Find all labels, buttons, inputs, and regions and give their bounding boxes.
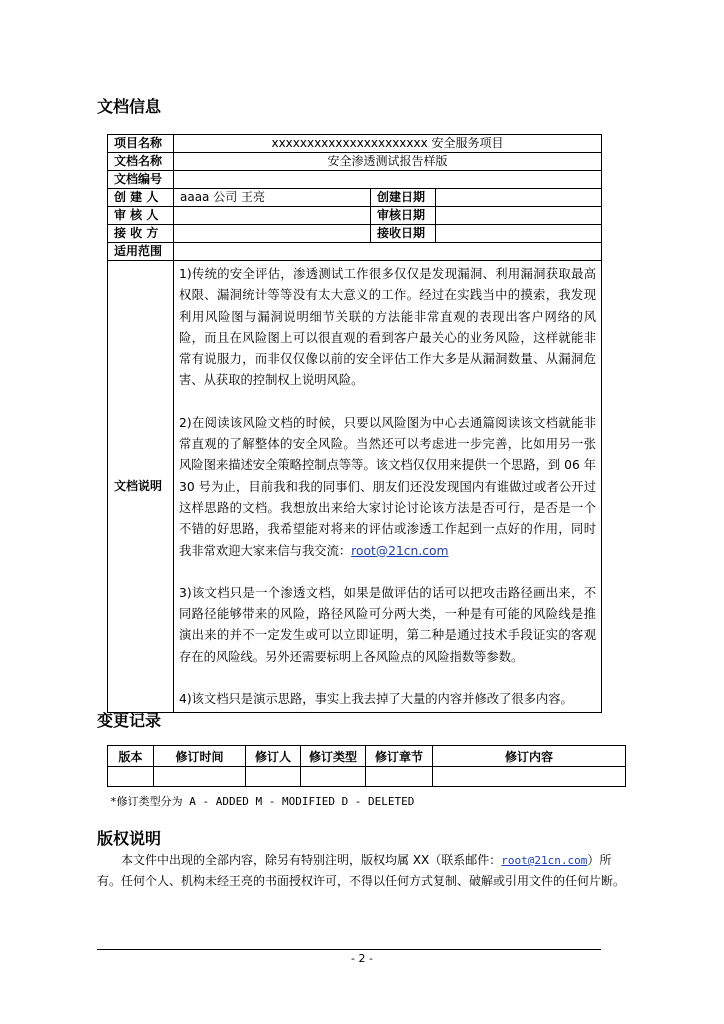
create-date-value [436,189,602,207]
desc-paragraph-4: 4)该文档只是演示思路，事实上我去掉了大量的内容并修改了很多内容。 [179,692,573,707]
copyright-line-pre: 本文件中出现的全部内容，除另有特别注明，版权均属 XX（联系邮件： [121,853,502,867]
contact-email-link[interactable]: root@21cn.com [351,543,449,558]
review-date-label: 审核日期 [371,207,436,225]
col-revision-type: 修订类型 [301,746,366,767]
desc-paragraph-2 [179,413,596,562]
copyright-email-link[interactable]: root@21cn.com [501,854,588,867]
page-number: - 2 - [351,952,373,965]
revision-type-note: *修订类型分为 A - ADDED M - MODIFIED D - DELETED [110,795,415,808]
creator-value: aaaa 公司 王亮 [174,189,371,207]
doc-info-table [107,134,602,713]
reviewer-label: 审 核 人 [108,207,174,225]
section-title-doc-info: 文档信息 [97,97,162,116]
col-revision-time: 修订时间 [154,746,246,767]
desc-label: 文档说明 [108,261,174,713]
col-reviser: 修订人 [246,746,301,767]
change-log-header-row [108,746,626,767]
review-date-value [436,207,602,225]
doc-no-label: 文档编号 [108,171,174,189]
desc-paragraph-2-text: 2)在阅读该风险文档的时候，只要以风险图为中心去通篇阅读该文档就能非常直观的了解整体的安全风险。当然还可以考虑进一步完善，比如用另一张风险图来描述安全策略控制点等等。该文档仅仅用来提供一个思路，到 06 年 30 号为止，目前我和我的同事们、朋友们还没发现国内有谁做过或者公开过这样思路的文档。我想放出来给大家讨论讨论该方法是否可行，是否是一个不错的好思路，我希望能对将来的评估或渗透工作起到一点好的作用，同时我非常欢迎大家来信与我交流： [179,415,596,558]
doc-name-value: 安全渗透测试报告样版 [174,153,602,171]
receiver-value [174,225,371,243]
project-name-value: xxxxxxxxxxxxxxxxxxxxxx 安全服务项目 [174,135,602,153]
section-title-change-log: 变更记录 [97,711,162,730]
desc-paragraph-3: 3)该文档只是一个渗透文档，如果是做评估的话可以把攻击路径画出来，不同路径能够带来的风险，路径风险可分两大类，一种是有可能的风险线是推演出来的并不一定发生或可以立即证明，第二种是通过技术手段证实的客观存在的风险线。另外还需要标明上各风险点的风险指数等参数。 [179,585,596,664]
doc-name-label: 文档名称 [108,153,174,171]
col-revision-chapter: 修订章节 [366,746,433,767]
desc-value [174,261,602,713]
receive-date-label: 接收日期 [371,225,436,243]
col-version: 版本 [108,746,154,767]
doc-no-value [174,171,602,189]
receive-date-value [436,225,602,243]
receiver-label: 接 收 方 [108,225,174,243]
col-revision-content: 修订内容 [433,746,626,767]
row-doc-name [108,153,602,171]
desc-paragraph-1: 1)传统的安全评估，渗透测试工作很多仅仅是发现漏洞、利用漏洞获取最高权限、漏洞统计等等没有太大意义的工作。经过在实践当中的摸索，我发现利用风险图与漏洞说明细节关联的方法能非常直观的表现出客户网络的风险，而且在风险图上可以很直观的看到客户最关心的业务风险，这样就能非常有说服力，而非仅仅像以前的安全评估工作大多是从漏洞数量、从漏洞危害、从获取的控制权上说明风险。 [179,267,596,388]
scope-value [174,243,602,261]
copyright-line-post: ）所有。任何个人、机构未经王亮的书面授权许可，不得以任何方式复制、破解或引用文件的任何片断。 [97,853,626,888]
section-title-copyright: 版权说明 [97,829,162,848]
change-log-table [107,745,626,787]
create-date-label: 创建日期 [371,189,436,207]
table-row [108,767,626,787]
footer-rule [97,949,601,950]
creator-label: 创 建 人 [108,189,174,207]
row-receiver [108,225,602,243]
row-description [108,261,602,713]
row-creator [108,189,602,207]
reviewer-value [174,207,371,225]
row-scope [108,243,602,261]
row-doc-no [108,171,602,189]
project-name-label: 项目名称 [108,135,174,153]
row-reviewer [108,207,602,225]
copyright-text [97,850,631,891]
row-project-name [108,135,602,153]
scope-label: 适用范围 [108,243,174,261]
